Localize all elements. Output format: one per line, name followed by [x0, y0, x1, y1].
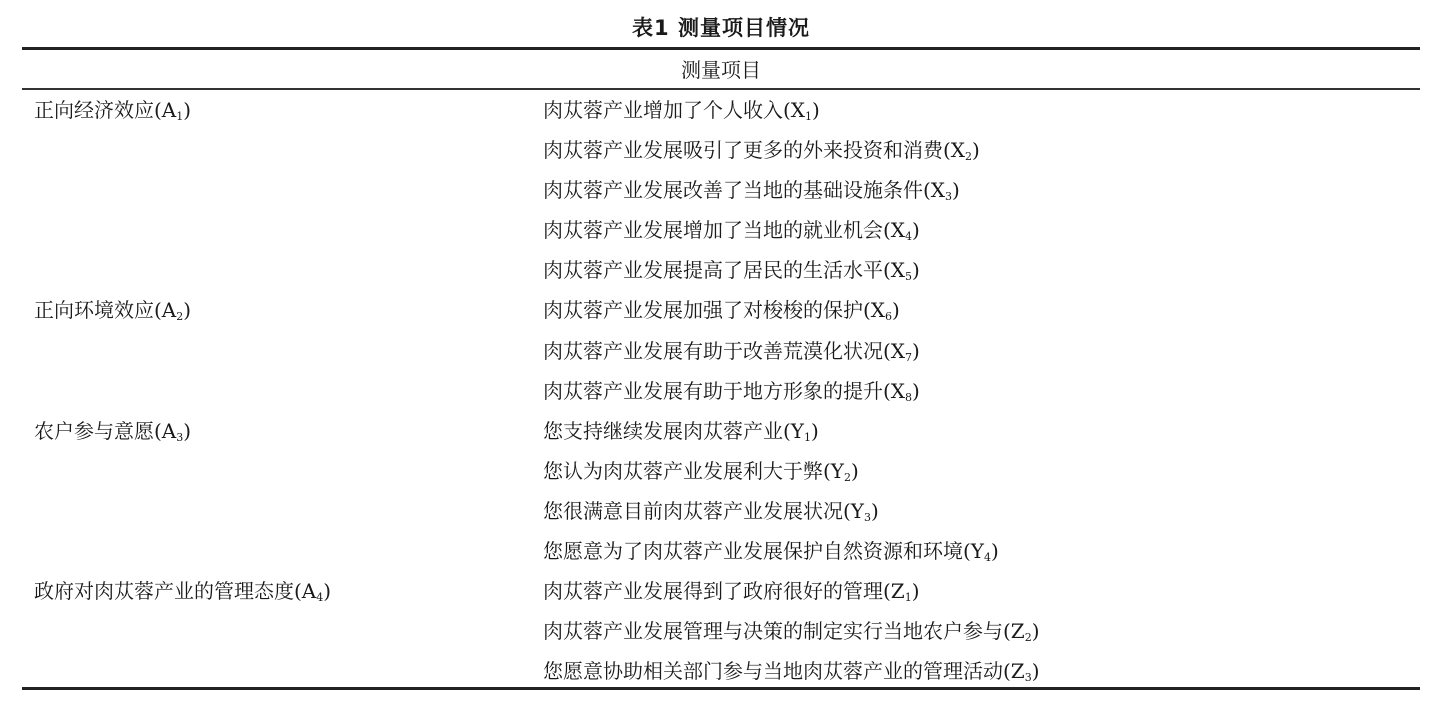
dimension-close: )	[183, 298, 192, 323]
dimension-text: 农户参与意愿(A	[34, 418, 177, 443]
column-header: 测量项目	[681, 58, 761, 82]
item-cell	[543, 651, 1040, 691]
item-close: )	[991, 539, 999, 564]
item-cell	[543, 210, 920, 250]
item-close: )	[1031, 659, 1040, 684]
item-subscript: 8	[905, 390, 913, 404]
dimension-cell	[34, 571, 331, 611]
item-cell	[543, 571, 920, 611]
item-text: 肉苁蓉产业发展改善了当地的基础设施条件(X	[543, 178, 946, 203]
table-row	[22, 290, 1420, 330]
dimension-subscript: 3	[176, 430, 184, 444]
item-text: 肉苁蓉产业发展增加了当地的就业机会(X	[543, 218, 906, 243]
item-close: )	[972, 138, 980, 163]
table-caption: 表1 测量项目情况	[632, 16, 810, 40]
item-cell	[543, 531, 999, 571]
item-close: )	[1031, 619, 1040, 644]
table-body	[22, 90, 1420, 691]
table-row	[22, 331, 1420, 371]
item-cell	[543, 250, 920, 290]
item-text: 您很满意目前肉苁蓉产业发展状况(Y	[543, 498, 865, 523]
item-subscript: 2	[965, 150, 973, 164]
item-subscript: 4	[905, 230, 913, 244]
item-cell	[543, 130, 980, 170]
item-close: )	[912, 338, 920, 363]
item-close: )	[811, 418, 819, 443]
item-subscript: 1	[805, 110, 813, 123]
item-text: 肉苁蓉产业发展得到了政府很好的管理(Z	[543, 579, 905, 604]
item-close: )	[851, 458, 859, 483]
item-cell	[543, 290, 900, 330]
dimension-subscript: 1	[176, 110, 184, 123]
table-row	[22, 250, 1420, 290]
item-cell	[543, 90, 820, 130]
dimension-subscript: 2	[176, 310, 184, 324]
item-text: 您愿意协助相关部门参与当地肉苁蓉产业的管理活动(Z	[543, 659, 1025, 684]
dimension-text: 正向经济效应(A	[34, 98, 177, 122]
item-close: )	[912, 378, 920, 403]
table-row	[22, 411, 1420, 451]
item-subscript: 3	[945, 190, 953, 204]
item-text: 肉苁蓉产业增加了个人收入(X	[543, 98, 806, 122]
item-close: )	[812, 98, 820, 122]
item-close: )	[892, 298, 900, 323]
table-row	[22, 451, 1420, 491]
item-text: 您愿意为了肉苁蓉产业发展保护自然资源和环境(Y	[543, 539, 985, 564]
item-cell	[543, 411, 819, 451]
item-text: 您认为肉苁蓉产业发展利大于弊(Y	[543, 458, 845, 483]
item-cell	[543, 451, 859, 491]
item-subscript: 6	[885, 310, 893, 324]
item-text: 肉苁蓉产业发展吸引了更多的外来投资和消费(X	[543, 138, 966, 163]
item-subscript: 2	[844, 470, 852, 484]
item-text: 肉苁蓉产业发展管理与决策的制定实行当地农户参与(Z	[543, 619, 1025, 644]
bottom-rule	[22, 687, 1420, 690]
dimension-cell	[34, 290, 191, 330]
item-close: )	[911, 579, 920, 604]
dimension-cell	[34, 411, 191, 451]
table-row	[22, 531, 1420, 571]
item-text: 肉苁蓉产业发展加强了对梭梭的保护(X	[543, 298, 886, 323]
item-cell	[543, 371, 920, 411]
item-cell	[543, 170, 960, 210]
table-row	[22, 210, 1420, 250]
table-row	[22, 371, 1420, 411]
item-text: 肉苁蓉产业发展提高了居民的生活水平(X	[543, 258, 906, 283]
dimension-text: 正向环境效应(A	[34, 298, 177, 323]
item-subscript: 1	[904, 591, 912, 605]
item-subscript: 5	[905, 270, 913, 284]
item-cell	[543, 331, 920, 371]
item-subscript: 4	[984, 551, 992, 565]
item-close: )	[952, 178, 960, 203]
table-row	[22, 90, 1420, 130]
item-subscript: 7	[905, 350, 913, 364]
item-text: 您支持继续发展肉苁蓉产业(Y	[543, 418, 805, 443]
item-close: )	[871, 498, 879, 523]
table-row	[22, 571, 1420, 611]
item-subscript: 1	[804, 430, 812, 444]
dimension-text: 政府对肉苁蓉产业的管理态度(A	[34, 579, 317, 604]
dimension-subscript: 4	[316, 591, 324, 605]
item-close: )	[912, 218, 920, 243]
dimension-close: )	[323, 579, 332, 604]
item-text: 肉苁蓉产业发展有助于改善荒漠化状况(X	[543, 338, 906, 363]
item-subscript: 3	[1024, 671, 1032, 685]
item-subscript: 3	[864, 510, 872, 524]
item-close: )	[912, 258, 920, 283]
table-row	[22, 651, 1420, 691]
table-row	[22, 491, 1420, 531]
item-cell	[543, 611, 1040, 651]
item-cell	[543, 491, 879, 531]
table-row	[22, 130, 1420, 170]
item-subscript: 2	[1024, 631, 1032, 645]
dimension-cell	[34, 90, 191, 130]
top-rule	[22, 47, 1420, 50]
table-row	[22, 170, 1420, 210]
table-row	[22, 611, 1420, 651]
item-text: 肉苁蓉产业发展有助于地方形象的提升(X	[543, 378, 906, 403]
dimension-close: )	[183, 98, 192, 122]
dimension-close: )	[183, 418, 192, 443]
